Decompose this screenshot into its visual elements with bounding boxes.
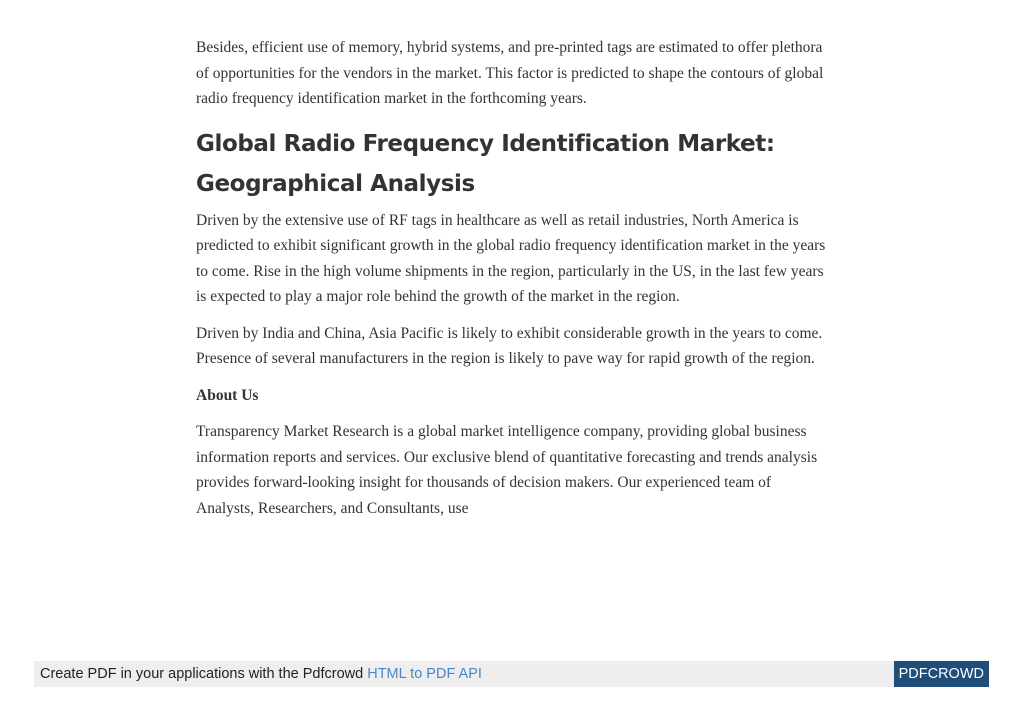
about-us-heading: About Us (196, 386, 259, 404)
body-paragraph-about: Transparency Market Research is a global market intelligence company, providing global business information reports and services. Our exclusive blend of quantitative forecasting and trends analysis provides forward-looking insight for thousands of decision makers. Our experienced team of Analysts, Researchers, and Consultants, use (196, 423, 818, 517)
footer-text (40, 661, 482, 687)
body-paragraph-north-america: Driven by the extensive use of RF tags in healthcare as well as retail industries, North America is predicted to exhibit significant growth in the global radio frequency identification market in the years to come. Rise in the high volume shipments in the region, particularly in the US, in the last few years is expected to play a major role behind the growth of the market in the region. (196, 211, 826, 305)
section-heading: Global Radio Frequency Identification Market: Geographical Analysis (196, 130, 775, 197)
body-paragraph-intro: Besides, efficient use of memory, hybrid systems, and pre-printed tags are estimated to offer plethora of opportunities for the vendors in the market. This factor is predicted to shape the contours of global radio frequency identification market in the forthcoming years. (196, 39, 824, 107)
footer-caption: Create PDF in your applications with the Pdfcrowd (40, 666, 368, 682)
pdfcrowd-footer (34, 661, 989, 687)
document-body (196, 35, 828, 532)
pdfcrowd-brand-button[interactable]: PDFCROWD (894, 661, 989, 687)
body-paragraph-asia-pacific: Driven by India and China, Asia Pacific is likely to exhibit considerable growth in the years to come. Presence of several manufacturers in the region is likely to pave way for rapid growth of the region. (196, 324, 823, 367)
html-to-pdf-api-link[interactable]: HTML to PDF API (367, 666, 482, 682)
